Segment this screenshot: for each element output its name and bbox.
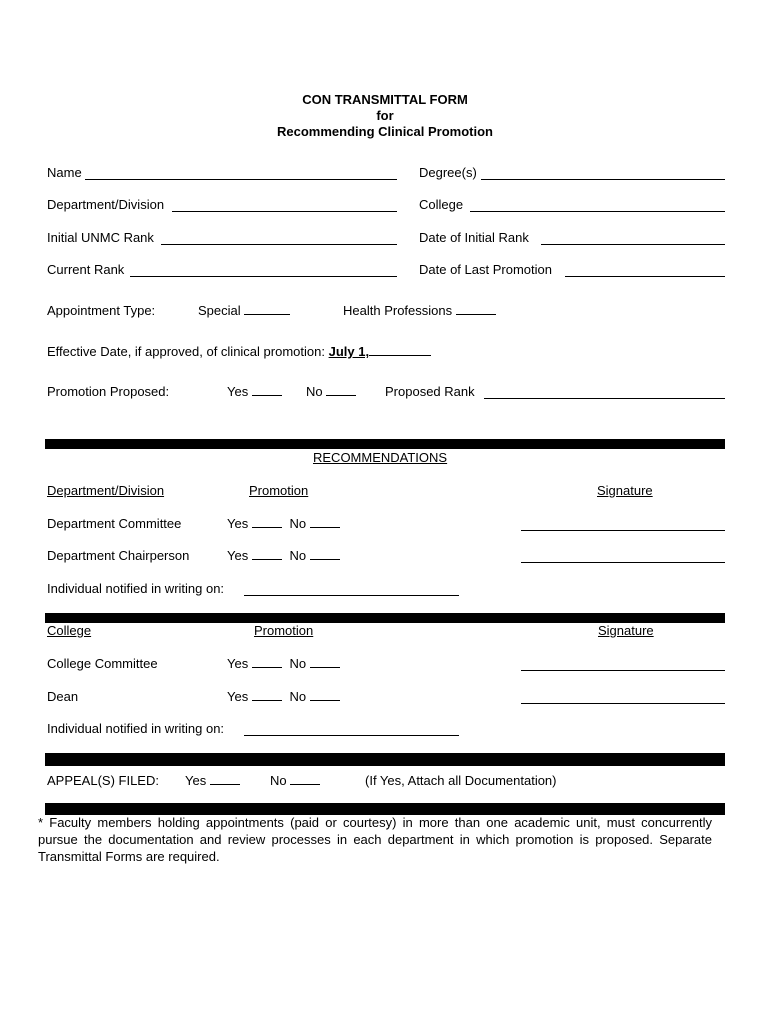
dept-notified-field[interactable] [244,595,459,596]
dept-committee-signature[interactable] [521,530,725,531]
dept-chairperson-vote [227,548,340,563]
appeal-no-label: No [270,773,287,788]
recommendations-heading: RECOMMENDATIONS [313,450,448,465]
college-column-promotion: Promotion [254,623,314,638]
dept-column-unit: Department/Division [47,483,165,498]
appointment-type-label: Appointment Type: [47,303,156,318]
dean-no-blank[interactable] [310,689,340,701]
date-last-promotion-field[interactable] [565,276,725,277]
footnote: * Faculty members holding appointments (paid or courtesy) in more than one academic unit, must concurrently pursue the documentation and review processes in each department in which promotion is proposed. Separate Transmittal Forms are required. [38,815,712,864]
form-subtitle: Recommending Clinical Promotion [277,124,493,139]
college-committee-no-blank[interactable] [310,656,340,668]
appeal-label: APPEAL(S) FILED: [47,773,159,788]
current-rank-label: Current Rank [47,262,125,277]
college-committee-yes-label: Yes [227,656,249,671]
special-blank[interactable] [244,303,290,315]
degrees-label: Degree(s) [419,165,477,180]
promotion-proposed-label: Promotion Proposed: [47,384,170,399]
health-professions-option [343,303,496,318]
special-option [198,303,290,318]
proposed-yes [227,384,282,399]
dean-vote [227,689,340,704]
section-divider-bar [45,613,725,623]
section-divider-bar [45,439,725,449]
department-division-field[interactable] [172,211,397,212]
dean-yes-blank[interactable] [252,689,282,701]
college-notified-field[interactable] [244,735,459,736]
dept-committee-yes-label: Yes [227,516,249,531]
dept-chairperson-no-blank[interactable] [310,548,340,560]
date-last-promotion-label: Date of Last Promotion [419,262,552,277]
form-title: CON TRANSMITTAL FORM [302,92,468,107]
dept-chairperson-signature[interactable] [521,562,725,563]
health-professions-label: Health Professions [343,303,453,318]
college-column-unit: College [47,623,92,638]
college-column-signature: Signature [598,623,654,638]
dept-chairperson-label: Department Chairperson [47,548,190,563]
department-division-label: Department/Division [47,197,165,212]
appeal-no-blank[interactable] [290,773,320,785]
dept-notified-label: Individual notified in writing on: [47,581,225,596]
dean-label: Dean [47,689,79,704]
college-committee-yes-blank[interactable] [252,656,282,668]
special-label: Special [198,303,241,318]
appeal-yes-blank[interactable] [210,773,240,785]
proposed-no-blank[interactable] [326,384,356,396]
effective-date-value: July 1, [328,344,370,359]
current-rank-field[interactable] [130,276,397,277]
dean-no-label: No [289,689,307,704]
dept-column-promotion: Promotion [249,483,309,498]
dept-committee-yes-blank[interactable] [252,516,282,528]
appeal-no [270,773,320,788]
dept-column-signature: Signature [597,483,653,498]
initial-rank-field[interactable] [161,244,397,245]
dept-committee-no-label: No [289,516,307,531]
effective-date-label: Effective Date, if approved, of clinical promotion: [47,344,325,359]
college-committee-signature[interactable] [521,670,725,671]
effective-date-blank[interactable] [369,344,431,356]
date-initial-rank-label: Date of Initial Rank [419,230,529,245]
effective-date [47,344,431,359]
college-label: College [419,197,464,212]
college-field[interactable] [470,211,725,212]
dean-yes-label: Yes [227,689,249,704]
appeal-yes-label: Yes [185,773,207,788]
proposed-rank-label: Proposed Rank [385,384,475,399]
proposed-yes-label: Yes [227,384,249,399]
college-committee-no-label: No [289,656,307,671]
proposed-no [306,384,356,399]
health-professions-blank[interactable] [456,303,496,315]
dept-chairperson-yes-label: Yes [227,548,249,563]
form-title-for: for [376,108,394,123]
section-divider-bar [45,753,725,766]
initial-rank-label: Initial UNMC Rank [47,230,154,245]
date-initial-rank-field[interactable] [541,244,725,245]
dept-committee-no-blank[interactable] [310,516,340,528]
appeal-yes [185,773,240,788]
college-committee-vote [227,656,340,671]
college-committee-label: College Committee [47,656,158,671]
appeal-note: (If Yes, Attach all Documentation) [365,773,557,788]
college-notified-label: Individual notified in writing on: [47,721,225,736]
proposed-no-label: No [306,384,323,399]
name-label: Name [47,165,82,180]
dept-committee-vote [227,516,340,531]
proposed-yes-blank[interactable] [252,384,282,396]
dept-chairperson-yes-blank[interactable] [252,548,282,560]
name-field[interactable] [85,179,397,180]
proposed-rank-field[interactable] [484,398,725,399]
dept-chairperson-no-label: No [289,548,307,563]
degrees-field[interactable] [481,179,725,180]
dept-committee-label: Department Committee [47,516,182,531]
dean-signature[interactable] [521,703,725,704]
